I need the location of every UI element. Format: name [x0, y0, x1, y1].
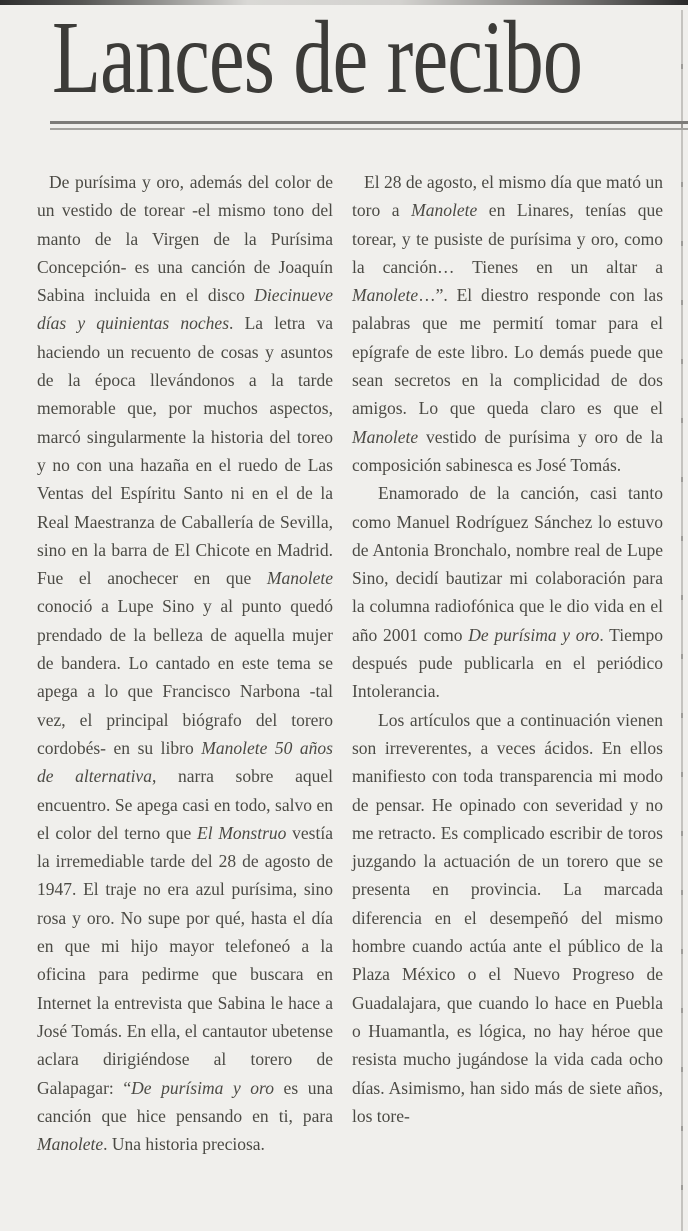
text-run: , narra sobre aquel encuentro. Se apega casi en todo, salvo en el color del terno que [37, 766, 333, 843]
text-run: . Tiempo después pude publicarla en el periódico Intolerancia. [352, 624, 663, 702]
italic-text-run: Manolete [352, 426, 419, 447]
text-run: . Una historia preciosa. [103, 1134, 265, 1155]
text-run: en Linares, tenías que torear, y te pusiste de purísima y oro, como la canción… Tienes en un altar a [352, 200, 663, 277]
paragraph [37, 168, 333, 1158]
page-title: Lances de recibo [52, 0, 583, 115]
text-run: …”. El diestro responde con las palabras que me permití tomar para el epígrafe de este libro. Lo demás puede que sean secretos en la complicidad de dos amigos. Lo que queda claro es que el [352, 285, 663, 419]
text-run: El 28 de agosto, el mismo día que mató un toro a [352, 172, 663, 221]
text-run: Enamorado de la canción, casi tanto como Manuel Rodríguez Sánchez lo estuvo de Antonia Bronchalo, nombre real de Lupe Sino, decidí bautizar mi colaboración para la columna radiofónica que le dio vida en el año 2001 como [352, 483, 663, 645]
italic-text-run: De purísima y oro [131, 1077, 274, 1098]
scan-edge-artifact-right [681, 10, 683, 1231]
text-column-right [352, 168, 663, 1130]
italic-text-run: Manolete [266, 568, 333, 589]
italic-text-run: Manolete [352, 285, 419, 306]
italic-text-run: Manolete 50 años de alternativa [37, 737, 333, 787]
paragraph [352, 479, 663, 705]
text-run: vestía la irremediable tarde del 28 de agosto de 1947. El traje no era azul purísima, sino rosa y oro. No supe por qué, hasta el día en que mi hijo mayor telefoneó a la oficina para pedirme que buscara en Internet la entrevista que Sabina le hace a José Tomás. En ella, el cantautor ubetense aclara dirigiéndose al torero de Galapagar: “ [37, 822, 333, 1098]
title-rule-top-line [50, 121, 688, 124]
text-run: conoció a Lupe Sino y al punto quedó prendado de la belleza de aquella mujer de bandera. Lo cantado en este tema se apega a lo que Francisco Narbona -tal vez, el principal biógrafo del torero cordobés- en su libro [37, 596, 333, 758]
title-rule-bottom-line [50, 128, 688, 130]
italic-text-run: Manolete [37, 1134, 104, 1155]
text-run: Los artículos que a continuación vienen son irreverentes, a veces ácidos. En ellos manifiesto con toda transparencia mi modo de pensar. He opinado con severidad y no me retracto. Es complicado escribir de toros juzgando la actuación de un torero que se presenta en provincia. La marcada diferencia en el desempeñó del mismo hombre cuando actúa ante el público de la Plaza México o el Nuevo Progreso de Guadalajara, que cuando lo hace en Puebla o Huamantla, es lógica, no hay héroe que resista mucho jugándose la vida cada ocho días. Asimismo, han sido más de siete años, los tore- [352, 709, 663, 1126]
text-run: es una canción que hice pensando en ti, para [37, 1077, 333, 1126]
italic-text-run: El Monstruo [197, 822, 287, 843]
text-run: vestido de purísima y oro de la composición sabinesca es José Tomás. [352, 426, 663, 475]
italic-text-run: De purísima y oro [468, 624, 600, 645]
italic-text-run: Diecinueve días y quinientas noches [37, 285, 333, 334]
text-column-left [37, 168, 333, 1158]
paragraph [352, 168, 663, 479]
text-run: . La letra va haciendo un recuento de cosas y asuntos de la época llevándonos a la tarde memorable que, por muchos aspectos, marcó singularmente la historia del toreo y no con una hazaña en el ruedo de Las Ventas del Espíritu Santo ni en el de la Real Maestranza de Caballería de Sevilla, sino en la barra de El Chicote en Madrid. Fue el anochecer en que [37, 313, 334, 589]
paragraph [352, 706, 663, 1130]
title-rule [50, 121, 688, 130]
text-run: De purísima y oro, además del color de un vestido de torear -el mismo tono del manto de la Virgen de la Purísima Concepción- es una canción de Joaquín Sabina incluida en el disco [37, 172, 333, 306]
italic-text-run: Manolete [411, 200, 478, 221]
